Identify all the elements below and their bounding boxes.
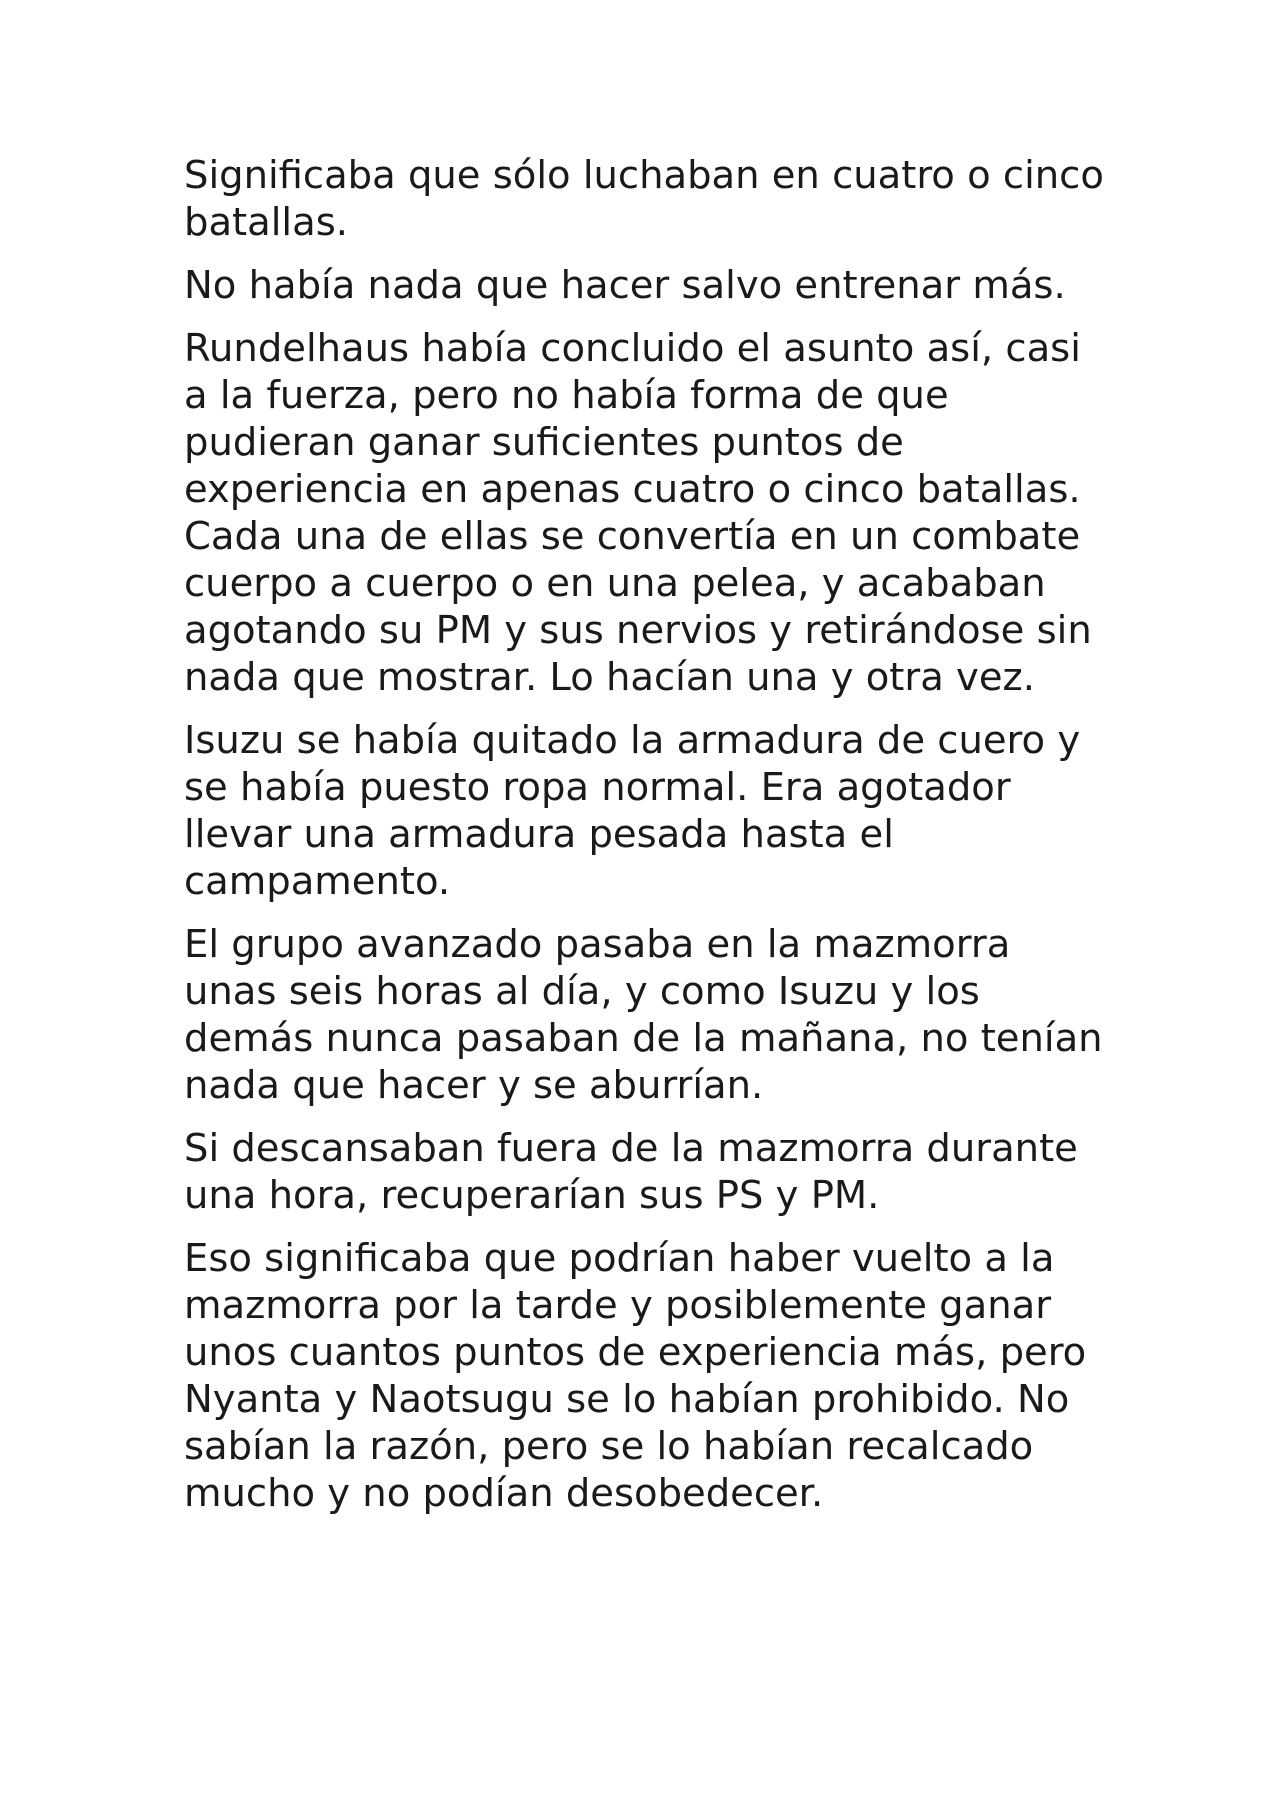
paragraph: Isuzu se había quitado la armadura de cuero y se había puesto ropa normal. Era agotador llevar una armadura pesada hasta el campamento. [184,718,1081,904]
paragraph: No había nada que hacer salvo entrenar más. [184,263,1066,308]
paragraph: Significaba que sólo luchaban en cuatro o cinco batallas. [184,153,1104,245]
paragraph: El grupo avanzado pasaba en la mazmorra unas seis horas al día, y como Isuzu y los demás nunca pasaban de la mañana, no tenían nada que hacer y se aburrían. [184,922,1103,1108]
paragraph: Rundelhaus había concluido el asunto así, casi a la fuerza, pero no había forma de que pudieran ganar suficientes puntos de experiencia en apenas cuatro o cinco batallas. Cada una de ellas se convertía en un combate cuerpo a cuerpo o en una pelea, y acababan agotando su PM y sus nervios y retirándose sin nada que mostrar. Lo hacían una y otra vez. [184,326,1092,700]
paragraph: Eso significaba que podrían haber vuelto a la mazmorra por la tarde y posiblemente ganar unos cuantos puntos de experiencia más, pero Nyanta y Naotsugu se lo habían prohibido. No sabían la razón, pero se lo habían recalcado mucho y no podían desobedecer. [184,1236,1087,1516]
paragraph: Si descansaban fuera de la mazmorra durante una hora, recuperarían sus PS y PM. [184,1126,1078,1218]
body-text [184,152,1114,1533]
